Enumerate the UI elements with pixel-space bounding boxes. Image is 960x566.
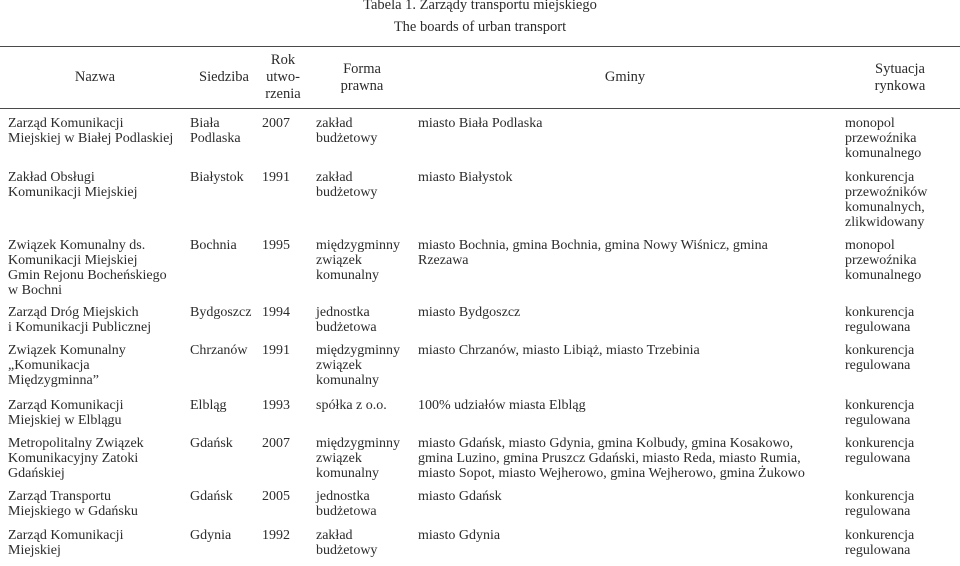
cell-siedziba [190, 305, 251, 320]
cell-forma-line: zakład [316, 116, 353, 131]
header-sytuacja [855, 61, 945, 95]
cell-sytuacja [845, 170, 927, 230]
cell-nazwa-line: i Komunikacji Publicznej [8, 320, 152, 335]
cell-sytuacja-line: regulowana [845, 358, 911, 373]
cell-forma [316, 305, 377, 335]
cell-nazwa-line: Metropolitalny Związek [8, 436, 144, 451]
cell-rok [262, 238, 290, 253]
cell-nazwa-line: Zarząd Komunikacji [8, 398, 124, 413]
cell-nazwa [8, 343, 126, 388]
cell-nazwa-line: w Bochni [8, 283, 63, 298]
cell-forma [316, 528, 377, 558]
cell-gminy-line: Rzezawa [418, 253, 469, 268]
cell-gminy-line: gmina Luzino, gmina Pruszcz Gdański, miasto Reda, miasto Rumia, [418, 451, 801, 466]
cell-siedziba [190, 398, 227, 413]
cell-siedziba [190, 170, 244, 185]
cell-rok [262, 116, 290, 131]
cell-nazwa-line: Międzygminna” [8, 373, 99, 388]
cell-forma-line: zakład [316, 528, 353, 543]
cell-forma [316, 238, 400, 283]
cell-forma-line: komunalny [316, 373, 379, 388]
cell-nazwa [8, 398, 123, 428]
cell-rok [262, 343, 290, 358]
cell-forma-line: międzygminny [316, 436, 400, 451]
cell-nazwa [8, 170, 137, 200]
cell-siedziba [190, 436, 233, 451]
cell-rok [262, 305, 290, 320]
cell-nazwa-line: Komunikacji Miejskiej [8, 185, 138, 200]
cell-rok [262, 528, 290, 543]
cell-sytuacja [845, 343, 914, 373]
cell-nazwa [8, 528, 123, 558]
cell-siedziba-line: Gdańsk [190, 436, 233, 451]
cell-forma-line: budżetowy [316, 543, 378, 558]
cell-rok [262, 436, 290, 451]
cell-nazwa-line: Zarząd Dróg Miejskich [8, 305, 139, 320]
header-forma [320, 61, 404, 95]
cell-gminy [418, 528, 500, 543]
cell-sytuacja-line: konkurencja [845, 436, 915, 451]
cell-forma [316, 489, 377, 519]
cell-gminy-line: miasto Gdańsk [418, 489, 502, 504]
cell-forma-line: budżetowa [316, 320, 377, 335]
cell-gminy [418, 170, 513, 185]
cell-gminy [418, 398, 586, 413]
cell-sytuacja [845, 238, 921, 283]
cell-gminy-line: miasto Sopot, miasto Wejherowo, gmina Wejherowo, gmina Żukowo [418, 466, 805, 481]
cell-siedziba [190, 528, 231, 543]
cell-sytuacja-line: przewoźników [845, 185, 928, 200]
cell-forma-line: komunalny [316, 268, 379, 283]
cell-gminy-line: miasto Gdańsk, miasto Gdynia, gmina Kolbudy, gmina Kosakowo, [418, 436, 794, 451]
cell-forma [316, 436, 400, 481]
cell-nazwa-line: Zarząd Komunikacji [8, 528, 124, 543]
cell-rok [262, 398, 290, 413]
cell-sytuacja-line: regulowana [845, 543, 911, 558]
header-forma-line: Forma [343, 61, 381, 77]
cell-sytuacja-line: zlikwidowany [845, 215, 925, 230]
cell-forma-line: spółka z o.o. [316, 398, 387, 413]
cell-rok-line: 1991 [262, 343, 290, 358]
table-caption-title: Tabela 1. Zarządy transportu miejskiego [363, 0, 597, 13]
cell-sytuacja-line: konkurencja [845, 528, 915, 543]
cell-sytuacja-line: regulowana [845, 504, 911, 519]
cell-rok-line: 2007 [262, 436, 290, 451]
cell-sytuacja-line: regulowana [845, 320, 911, 335]
cell-sytuacja [845, 489, 914, 519]
cell-sytuacja-line: monopol [845, 116, 895, 131]
cell-nazwa-line: Gmin Rejonu Bocheńskiego [8, 268, 167, 283]
cell-gminy [418, 489, 502, 504]
cell-siedziba-line: Bydgoszcz [190, 305, 252, 320]
cell-nazwa-line: Miejskiej w Białej Podlaskiej [8, 131, 174, 146]
cell-rok-line: 2007 [262, 116, 290, 131]
cell-rok [262, 170, 290, 185]
cell-siedziba [190, 343, 248, 358]
cell-siedziba-line: Gdynia [190, 528, 232, 543]
cell-nazwa [8, 305, 151, 335]
cell-sytuacja [845, 398, 914, 428]
cell-gminy [418, 116, 542, 131]
cell-siedziba-line: Biała [190, 116, 220, 131]
cell-gminy-line: 100% udziałów miasta Elbląg [418, 398, 586, 413]
cell-nazwa-line: Zarząd Transportu [8, 489, 112, 504]
cell-sytuacja-line: konkurencja [845, 398, 915, 413]
cell-rok-line: 1994 [262, 305, 290, 320]
cell-sytuacja-line: konkurencja [845, 170, 915, 185]
cell-sytuacja [845, 528, 914, 558]
cell-forma-line: związek [316, 451, 362, 466]
cell-rok-line: 1991 [262, 170, 290, 185]
header-rok [258, 52, 308, 103]
cell-sytuacja [845, 305, 914, 335]
cell-forma-line: jednostka [316, 305, 370, 320]
cell-nazwa-line: „Komunikacja [8, 358, 90, 373]
cell-forma-line: związek [316, 358, 362, 373]
header-gminy: Gminy [604, 69, 646, 85]
cell-siedziba-line: Bochnia [190, 238, 237, 253]
header-sytuacja-line: rynkowa [874, 78, 926, 94]
cell-forma-line: międzygminny [316, 343, 400, 358]
cell-forma-line: komunalny [316, 466, 379, 481]
cell-siedziba-line: Chrzanów [190, 343, 248, 358]
cell-nazwa-line: Miejskiego w Gdańsku [8, 504, 138, 519]
cell-gminy-line: miasto Białystok [418, 170, 513, 185]
header-rok-line: rzenia [265, 86, 301, 102]
cell-gminy [418, 436, 805, 481]
header-nazwa: Nazwa [74, 69, 116, 85]
table-header-rule [0, 108, 960, 109]
cell-nazwa [8, 116, 173, 146]
cell-sytuacja-line: regulowana [845, 451, 911, 466]
cell-gminy-line: miasto Bochnia, gmina Bochnia, gmina Nowy Wiśnicz, gmina [418, 238, 768, 253]
cell-rok [262, 489, 290, 504]
cell-gminy-line: miasto Gdynia [418, 528, 501, 543]
table-caption-subtitle: The boards of urban transport [393, 19, 567, 35]
cell-forma-line: związek [316, 253, 362, 268]
table-top-rule [0, 46, 960, 47]
cell-nazwa-line: Zakład Obsługi [8, 170, 95, 185]
header-forma-line: prawna [340, 78, 384, 94]
header-rok-line: utwo- [266, 69, 300, 85]
cell-forma-line: budżetowa [316, 504, 377, 519]
cell-forma [316, 398, 387, 413]
cell-gminy [418, 238, 768, 268]
header-siedziba: Siedziba [199, 69, 249, 85]
cell-siedziba-line: Podlaska [190, 131, 241, 146]
cell-sytuacja-line: regulowana [845, 413, 911, 428]
cell-sytuacja-line: komunalnego [845, 146, 922, 161]
cell-siedziba-line: Białystok [190, 170, 244, 185]
cell-sytuacja-line: komunalnego [845, 268, 922, 283]
cell-sytuacja-line: konkurencja [845, 489, 915, 504]
cell-nazwa-line: Miejskiej w Elblągu [8, 413, 122, 428]
cell-nazwa [8, 238, 167, 298]
header-rok-line: Rok [270, 52, 296, 68]
cell-gminy-line: miasto Chrzanów, miasto Libiąż, miasto Trzebinia [418, 343, 700, 358]
cell-forma [316, 116, 377, 146]
cell-sytuacja-line: komunalnych, [845, 200, 925, 215]
cell-nazwa-line: Związek Komunalny ds. [8, 238, 146, 253]
cell-nazwa-line: Komunikacji Miejskiej [8, 253, 138, 268]
cell-rok-line: 1993 [262, 398, 290, 413]
cell-siedziba [190, 116, 241, 146]
cell-nazwa-line: Komunikacyjny Zatoki [8, 451, 139, 466]
cell-gminy [418, 343, 700, 358]
cell-gminy-line: miasto Biała Podlaska [418, 116, 543, 131]
cell-rok-line: 1992 [262, 528, 290, 543]
cell-siedziba-line: Elbląg [190, 398, 227, 413]
cell-gminy-line: miasto Bydgoszcz [418, 305, 521, 320]
header-sytuacja-line: Sytuacja [875, 61, 925, 77]
cell-sytuacja-line: konkurencja [845, 305, 915, 320]
cell-forma [316, 170, 377, 200]
cell-rok-line: 1995 [262, 238, 290, 253]
cell-gminy [418, 305, 520, 320]
cell-sytuacja-line: monopol [845, 238, 895, 253]
cell-forma-line: budżetowy [316, 131, 378, 146]
cell-forma-line: jednostka [316, 489, 370, 504]
cell-rok-line: 2005 [262, 489, 290, 504]
cell-nazwa-line: Związek Komunalny [8, 343, 126, 358]
cell-siedziba [190, 489, 233, 504]
cell-sytuacja-line: konkurencja [845, 343, 915, 358]
cell-forma [316, 343, 400, 388]
cell-nazwa-line: Zarząd Komunikacji [8, 116, 124, 131]
cell-sytuacja-line: przewoźnika [845, 131, 917, 146]
cell-forma-line: międzygminny [316, 238, 400, 253]
cell-nazwa-line: Gdańskiej [8, 466, 65, 481]
cell-forma-line: zakład [316, 170, 353, 185]
cell-sytuacja [845, 436, 914, 466]
cell-forma-line: budżetowy [316, 185, 378, 200]
cell-nazwa-line: Miejskiej [8, 543, 61, 558]
cell-siedziba [190, 238, 237, 253]
cell-sytuacja [845, 116, 921, 161]
cell-nazwa [8, 489, 138, 519]
cell-nazwa [8, 436, 144, 481]
cell-siedziba-line: Gdańsk [190, 489, 233, 504]
cell-sytuacja-line: przewoźnika [845, 253, 917, 268]
